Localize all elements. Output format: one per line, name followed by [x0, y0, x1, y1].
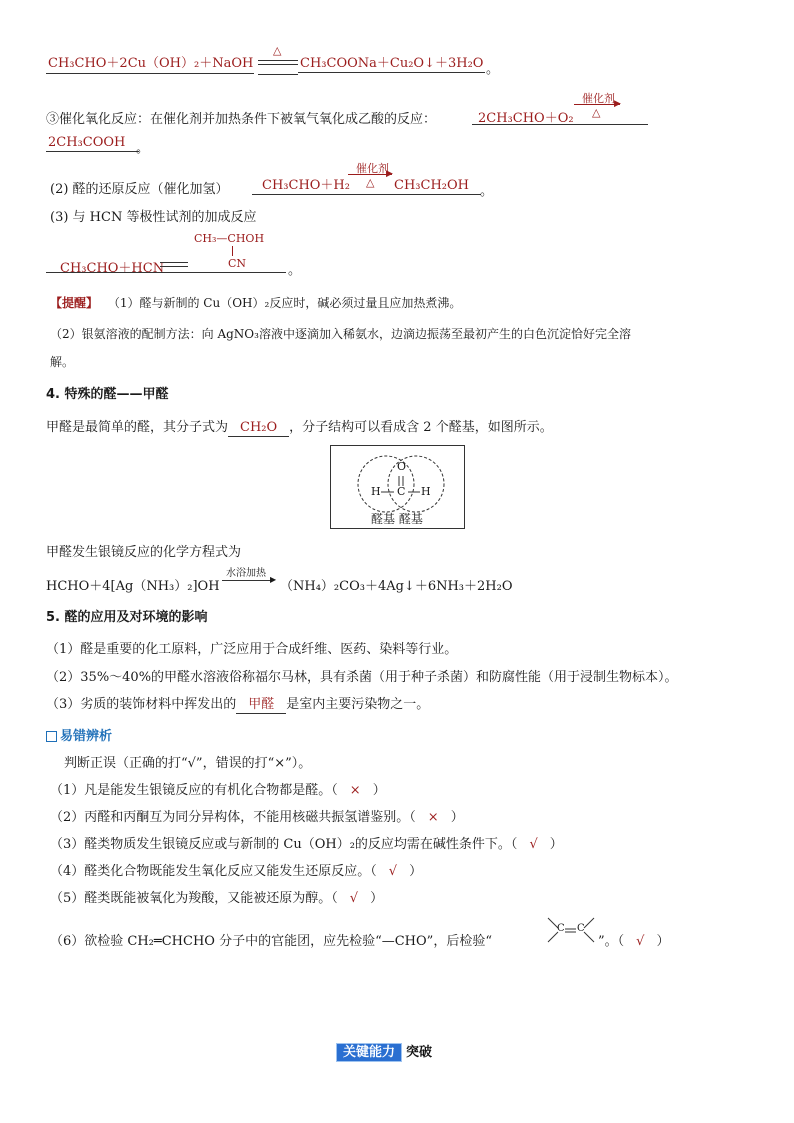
banner-right: 突破	[406, 1045, 433, 1060]
addition-product-top: CH₃—CHOH	[194, 232, 265, 245]
item3-lhs: 2CH₃CHO＋O₂	[478, 111, 574, 126]
reduction-heat: △	[366, 176, 375, 189]
addition-bond	[232, 246, 233, 256]
reduction-midline	[348, 194, 392, 195]
errors-title: 易错辨析	[60, 729, 113, 744]
addition-arrow-bottom	[160, 266, 188, 267]
section4-formula: CH₂O	[228, 420, 289, 437]
error-item-close: ）	[549, 837, 563, 852]
reduction-rhs-wrap	[392, 178, 481, 195]
reduction-rhs: CH₃CH₂OH	[392, 178, 481, 195]
atom-h-right: H	[421, 485, 431, 498]
error-item-text: （2）丙醛和丙酮互为同分异构体，不能用核磁共振氢谱鉴别。（	[50, 810, 416, 825]
section4-title: 4. 特殊的醛——甲醛	[46, 387, 169, 402]
error-item-close: ）	[409, 864, 423, 879]
bond-lr	[584, 932, 594, 942]
section5-line3	[46, 693, 429, 714]
addition-lhs-wrap	[46, 257, 164, 276]
error-item-2	[50, 806, 464, 825]
bond-ur	[584, 918, 594, 928]
tip-label: 【提醒】	[50, 296, 99, 310]
atom-h-left: H	[371, 485, 381, 498]
error-item-6	[50, 930, 492, 949]
reduction-lhs: CH₃CHO＋H₂	[252, 178, 352, 195]
error-item-text: （1）凡是能发生银镜反应的有机化合物都是醛。（	[50, 783, 338, 798]
eq1-end: 。	[486, 62, 500, 77]
section4-line1	[46, 416, 553, 437]
mirror-arrow	[222, 580, 274, 581]
eq1-arrow-top	[258, 60, 298, 61]
section4-line1-pre: 甲醛是最简单的醛，其分子式为	[46, 420, 229, 435]
item3-arrowhead: ▶	[614, 99, 621, 109]
tip-line3: 解。	[50, 355, 75, 369]
item3-end: 。	[136, 141, 150, 156]
item3-heat: △	[592, 106, 601, 119]
error-item-mark: ×	[427, 810, 439, 825]
mirror-cond: 水浴加热	[226, 568, 266, 579]
item3-catalyst: 催化剂	[582, 92, 615, 105]
checkbox-icon	[46, 731, 57, 742]
eq1-rhs-wrap	[298, 56, 485, 73]
reduction-end: 。	[480, 184, 494, 199]
item3-underline	[472, 124, 648, 125]
addition-product-bottom: CN	[228, 257, 247, 270]
eq1-underline	[46, 73, 254, 74]
section5-title: 5. 醛的应用及对环境的影响	[46, 610, 208, 625]
atom-c: C	[397, 485, 406, 498]
error-item-3	[50, 833, 563, 852]
eq1-arrow-bottom	[258, 64, 298, 65]
mirror-arrowhead: ▶	[270, 575, 277, 584]
addition-underline	[46, 272, 286, 273]
error-item-text: （4）醛类化合物既能发生氧化反应又能发生还原反应。（	[50, 864, 377, 879]
group-c1: C	[557, 923, 565, 934]
item3-text: ③催化氧化反应：在催化剂并加热条件下被氧气氧化成乙酸的反应：	[46, 112, 437, 127]
error-item-text: （5）醛类既能被氧化为羧酸，又能被还原为醇。（	[50, 891, 338, 906]
section5-line3-post: 是室内主要污染物之一。	[286, 697, 430, 712]
error-item-close: ）	[372, 783, 386, 798]
addition-text: (3) 与 HCN 等极性试剂的加成反应	[50, 210, 257, 225]
error-item-text: （3）醛类物质发生银镜反应或与新制的 Cu（OH）₂的反应均需在碱性条件下。（	[50, 837, 518, 852]
reduction-catalyst: 催化剂	[356, 162, 389, 175]
error-item-mark: √	[529, 837, 538, 852]
figure-caption: 醛基 醛基	[371, 512, 423, 526]
mirror-lhs: HCHO＋4[Ag（NH₃）₂]OH	[46, 579, 220, 594]
section-banner	[336, 1041, 432, 1060]
error-item-mark: √	[349, 891, 359, 906]
error-item-mark: √	[388, 864, 398, 879]
c-c-group-svg	[546, 914, 596, 950]
eq1-line	[258, 74, 298, 75]
banner-left: 关键能力	[336, 1043, 402, 1062]
c-c-double-bond-group	[546, 914, 596, 950]
equation-cu-oh	[46, 56, 255, 72]
eq1-lhs: CH₃CHO＋2Cu（OH）₂＋NaOH	[48, 56, 254, 71]
atom-o: O	[397, 460, 407, 473]
item3-rhs-wrap	[46, 135, 139, 152]
error-item-close: ）	[370, 891, 384, 906]
tip-line1	[50, 294, 461, 311]
error-item-mark: ×	[349, 783, 361, 798]
tip-line1-text: （1）醛与新制的 Cu（OH）₂反应时，碱必须过量且应加热煮沸。	[107, 296, 462, 310]
formaldehyde-figure	[330, 445, 465, 529]
error-item-6-tail	[598, 930, 669, 949]
error-item-text: （6）欲检验 CH₂═CHCHO 分子中的官能团，应先检验“—CHO”，后检验“	[50, 934, 492, 949]
section5-line3-pre: （3）劣质的装饰材料中挥发出的	[46, 697, 237, 712]
section5-line3-ans: 甲醛	[236, 697, 286, 714]
errors-intro: 判断正误（正确的打“√”，错误的打“×”）。	[64, 756, 312, 771]
eq1-rhs: CH₃COONa＋Cu₂O↓＋3H₂O	[300, 56, 484, 71]
error-item-close: ）	[450, 810, 464, 825]
error-item-mark: √	[636, 934, 645, 949]
error-item-close: ）	[656, 934, 670, 949]
mirror-intro: 甲醛发生银镜反应的化学方程式为	[46, 545, 242, 560]
section4-line1-post: ，分子结构可以看成含 2 个醛基，如图所示。	[289, 420, 553, 435]
reduction-eq	[252, 178, 352, 195]
section5-line1: （1）醛是重要的化工原料，广泛应用于合成纤维、医药、染料等行业。	[46, 642, 458, 657]
error-item-1	[50, 779, 386, 798]
addition-lhs: CH₃CHO＋HCN	[60, 261, 165, 276]
addition-end: 。	[288, 263, 302, 278]
reduction-text: (2) 醛的还原反应（催化加氢）	[50, 182, 229, 197]
reduction-arrowhead: ▶	[386, 169, 393, 179]
group-c2: C	[577, 923, 585, 934]
error-item-5	[50, 887, 383, 906]
addition-arrow-top	[160, 262, 188, 263]
error-item-end: ”。（	[598, 934, 625, 949]
mirror-rhs: （NH₄）₂CO₃＋4Ag↓＋6NH₃＋2H₂O	[280, 579, 513, 594]
eq1-heat: △	[273, 44, 282, 57]
tip-line2: （2）银氨溶液的配制方法：向 AgNO₃溶液中逐滴加入稀氨水，边滴边振荡至最初产生的白色沉淀恰好完全溶	[50, 327, 631, 341]
item3-rhs: 2CH₃COOH	[46, 135, 139, 152]
section5-line2: （2）35%～40%的甲醛水溶液俗称福尔马林，具有杀菌（用于种子杀菌）和防腐性能（用于浸制生物标本）。	[46, 670, 678, 685]
errors-title-row	[46, 725, 112, 744]
error-item-4	[50, 860, 422, 879]
